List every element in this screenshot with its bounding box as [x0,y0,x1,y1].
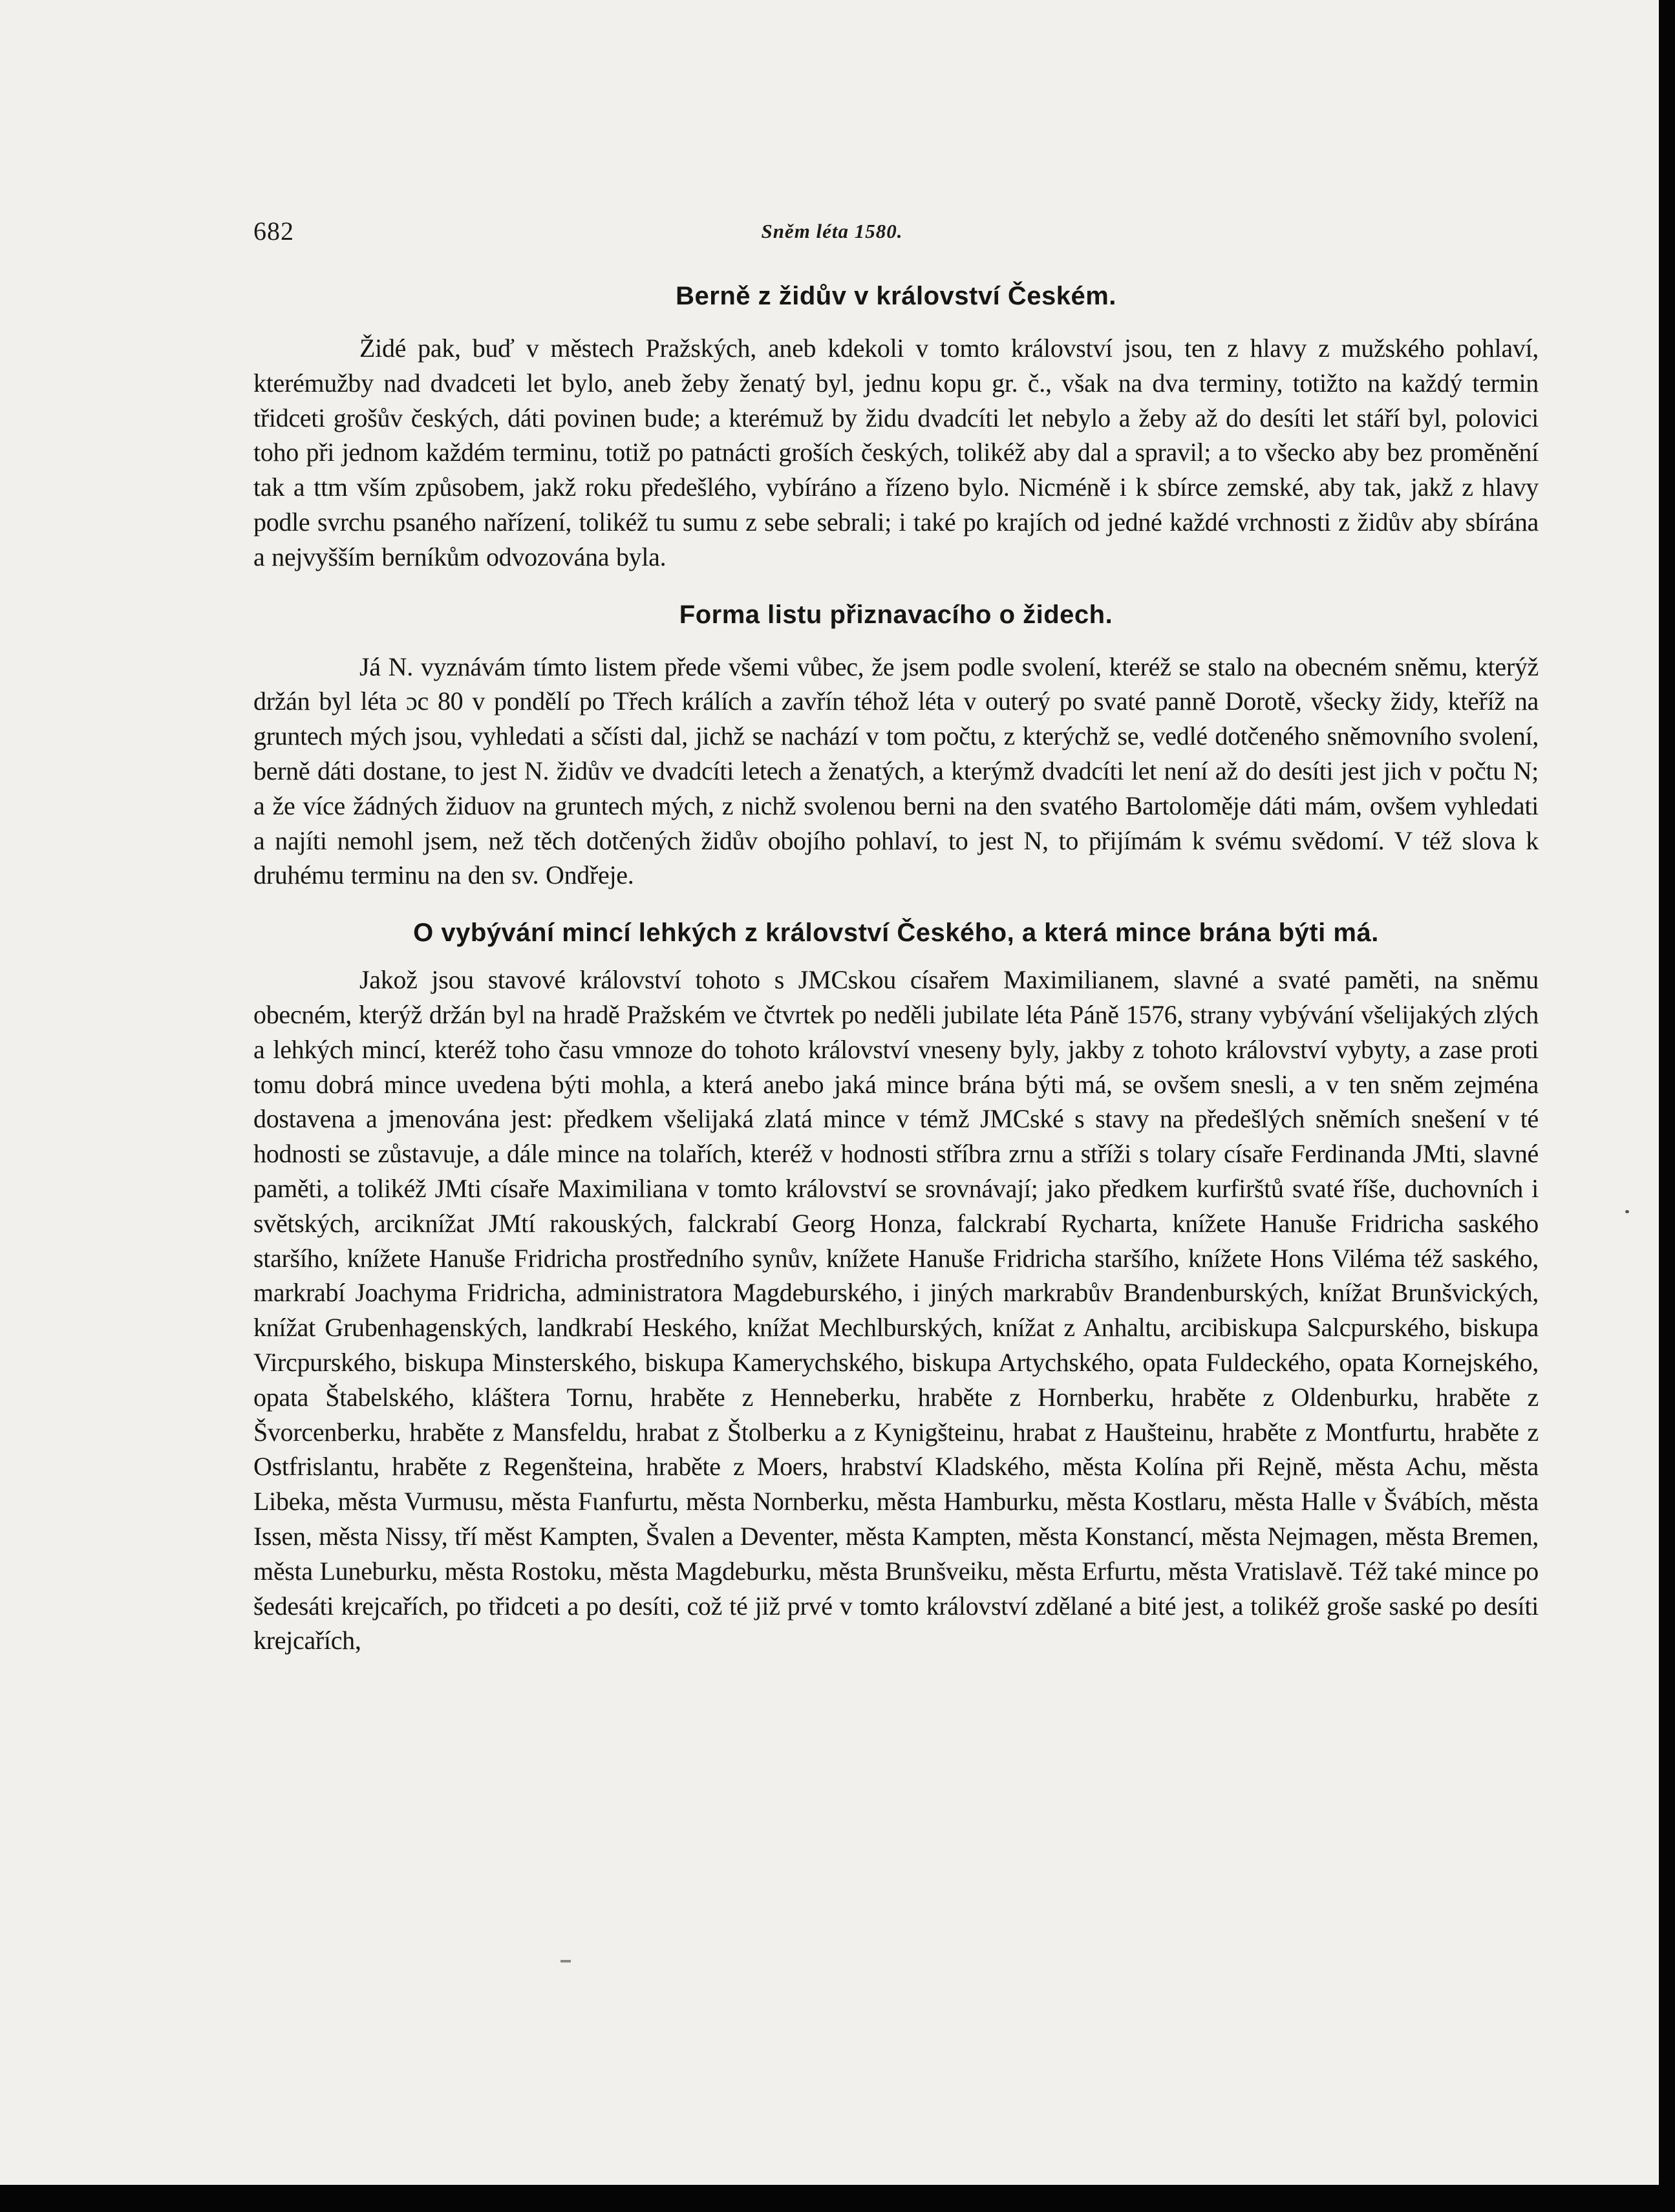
scan-border-bottom [0,2185,1675,2212]
running-title: Sněm léta 1580. [761,220,903,242]
page-content [253,271,1539,1658]
page-number: 682 [253,217,294,246]
section-heading: Forma listu přiznavacího o židech. [679,600,1113,629]
running-header [253,212,1411,251]
section-paragraph: Židé pak, buď v městech Pražských, aneb kdekoli v tomto království jsou, ten z hlavy z mužského pohlaví, kterémužby nad dvadceti let bylo, aneb žeby ženatý byl, jednu kopu gr. č., však na dva terminy, totižto na každý termin třidceti grošův českých, dáti povinen bude; a kterémuž by židu dvadcíti let nebylo a žeby až do desíti let stáří byl, polovici toho při jednom každém terminu, totiž po patnácti groších českých, tolikéž aby dal a spravil; a to všecko aby bez proměnění tak a ttm vším způsobem, jakž roku předešlého, vybíráno a řízeno bylo. Nicméně i k sbírce zemské, aby tak, jakž z hlavy podle svrchu psaného nařízení, tolikéž tu sumu z sebe sebrali; i také po krajích od jedné každé vrchnosti z židův aby sbírána a nejvyšším berníkům odvozována byla. [253,334,1539,571]
section-heading: O vybývání mincí lehkých z království Českého, a která mince brána býti má. [413,919,1379,948]
section-paragraph: Jakož jsou stavové království tohoto s JMCskou císařem Maximilianem, slavné a svaté paměti, na sněmu obecném, kterýž držán byl na hradě Pražském ve čtvrtek po neděli jubilate léta Páně 1576, strany vybývání všelijakých zlých a lehkých mincí, kteréž toho času vmnoze do tohoto království vneseny byly, jakby z tohoto království vybyty, a zase proti tomu dobrá mince uvedena býti mohla, a která anebo jaká mince brána býti má, se ovšem snesli, a v ten sněm zejména dostavena a jmenována jest: předkem všelijaká zlatá mince v témž JMCské s stavy na předešlých sněmích snešení v té hodnosti se zůstavuje, a dále mince na tolařích, kteréž v hodnosti stříbra zrnu a stříži s tolary císaře Ferdinanda JMti, slavné paměti, a tolikéž JMti císaře Maximiliana v tomto království se srovnávají; jako předkem kurfirštů svaté říše, duchovních i světských, arciknížat JMtí rakouských, falckrabí Georg Honza, falckrabí Rycharta, knížete Hanuše Fridricha saského staršího, knížete Hanuše Fridricha prostředního synův, knížete Hanuše Fridricha staršího, knížete Hons Viléma též saského, markrabí Joachyma Fridricha, administratora Magdeburského, i jiných markrabův Brandenburských, knížat Brunšvických, knížat Grubenhagenských, landkrabí Heského, knížat Mechlburských, knížat z Anhaltu, arcibiskupa Salcpurského, biskupa Vircpurského, biskupa Minsterského, biskupa Kamerychského, biskupa Artychského, opata Fuldeckého, opata Kornejského, opata Štabelského, kláštera Tornu, hraběte z Henneberku, hraběte z Hornberku, hraběte z Oldenburku, hraběte z Švorcenberku, hraběte z Mansfeldu, hrabat z Štolberku a z Kynigšteinu, hrabat z Haušteinu, hraběte z Montfurtu, hraběte z Ostfrislantu, hraběte z Regenšteina, hraběte z Moers, hrabství Kladského, města Kolína při Rejně, města Achu, města Libeka, města Vurmusu, města Fιanfurtu, města Nornberku, města Hamburku, města Kostlaru, města Halle v Švábích, města Issen, města Nissy, tří měst Kampten, Švalen a Deventer, města Kampten, města Konstancí, města Nejmagen, města Bremen, města Luneburku, města Rostoku, města Magdeburku, města Brunšveiku, města Erfurtu, města Vratislavě. Též také mince po šedesáti krejcařích, po třidceti a po desíti, což té již prvé v tomto království zdělané a bité jest, a tolikéž groše saské po desíti krejcařích, [253,965,1539,1655]
scan-border-right [1659,0,1675,2212]
scan-mark [560,1960,571,1962]
section-heading: Berně z židův v království Českém. [676,282,1116,310]
section-paragraph: Já N. vyznávám tímto listem přede všemi vůbec, že jsem podle svolení, kteréž se stalo na obecném sněmu, kterýž držán byl léta ɔc 80 v pondělí po Třech králích a zavřín téhož léta v outerý po svaté panně Dorotě, všecky židy, kteříž na gruntech mých jsou, vyhledati a sčísti dal, jichž se nachází v tom počtu, z kterýchž se, vedlé dotčeného sněmovního svolení, berně dáti dostane, to jest N. židův ve dvadcíti letech a ženatých, a kterýmž dvadcíti let není až do desíti jest jich v počtu N; a že více žádných židuov na gruntech mých, z nichž svolenou berni na den svatého Bartoloměje dáti mám, ovšem vyhledati a najíti nemohl jsem, než těch dotčených židův obojího pohlaví, to jest N, to přijímám k svému svědomí. V též slova k druhému terminu na den sv. Ondřeje. [253,652,1539,890]
scan-speck [1625,1210,1629,1213]
